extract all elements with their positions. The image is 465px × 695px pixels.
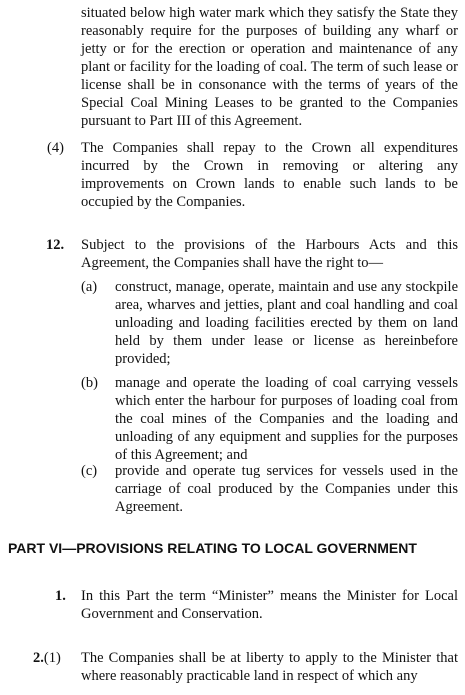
clause-12-b-label: (b)	[81, 375, 98, 391]
clause-2-number-main: 2.	[33, 650, 44, 666]
item-4-text: The Companies shall repay to the Crown all expenditures incurred by the Crown in removing or altering any improvements on Crown lands to enable such lands to be occupied by the Companies.	[81, 140, 458, 210]
clause-12-b-text: manage and operate the loading of coal carrying vessels which enter the harbour for purposes of loading coal from the coal mines of the Companies and the loading and unloading of any equipment and supplies for the purposes of this Agreement; and	[115, 375, 458, 463]
clause-2-text: The Companies shall be at liberty to apply to the Minister that where reasonably practicable land in respect of which any	[81, 650, 458, 684]
clause-2-number	[33, 649, 61, 667]
clause-12-a-text: construct, manage, operate, maintain and use any stockpile area, wharves and jetties, plant and coal handling and coal unloading and loading facilities erected by them on land held by them under lease or license as hereinbefore provided;	[115, 279, 458, 367]
clause-12-number: 12.	[46, 237, 65, 253]
continuation-paragraph: situated below high water mark which they satisfy the State they reasonably require for the purposes of building any wharf or jetty or for the erection or operation and maintenance of any plant or facility for the loading of coal. The term of such lease or license shall be in consonance with the terms of years of the Special Coal Mining Leases to be granted to the Companies pursuant to Part III of this Agreement.	[81, 5, 458, 129]
clause-12-c-label: (c)	[81, 463, 98, 479]
clause-12-a-label: (a)	[81, 279, 98, 295]
clause-1-number: 1.	[55, 588, 66, 604]
clause-12-c-text: provide and operate tug services for vessels used in the carriage of coal produced by the Companies under this Agreement.	[115, 463, 458, 515]
part-heading: PART VI—PROVISIONS RELATING TO LOCAL GOVERNMENT	[8, 540, 417, 556]
clause-12-intro: Subject to the provisions of the Harbours Acts and this Agreement, the Companies shall have the right to—	[81, 237, 458, 271]
clause-2-subnumber: (1)	[43, 650, 61, 666]
clause-1-text: In this Part the term “Minister” means the Minister for Local Government and Conservation.	[81, 588, 458, 622]
item-4-number: (4)	[47, 140, 64, 156]
